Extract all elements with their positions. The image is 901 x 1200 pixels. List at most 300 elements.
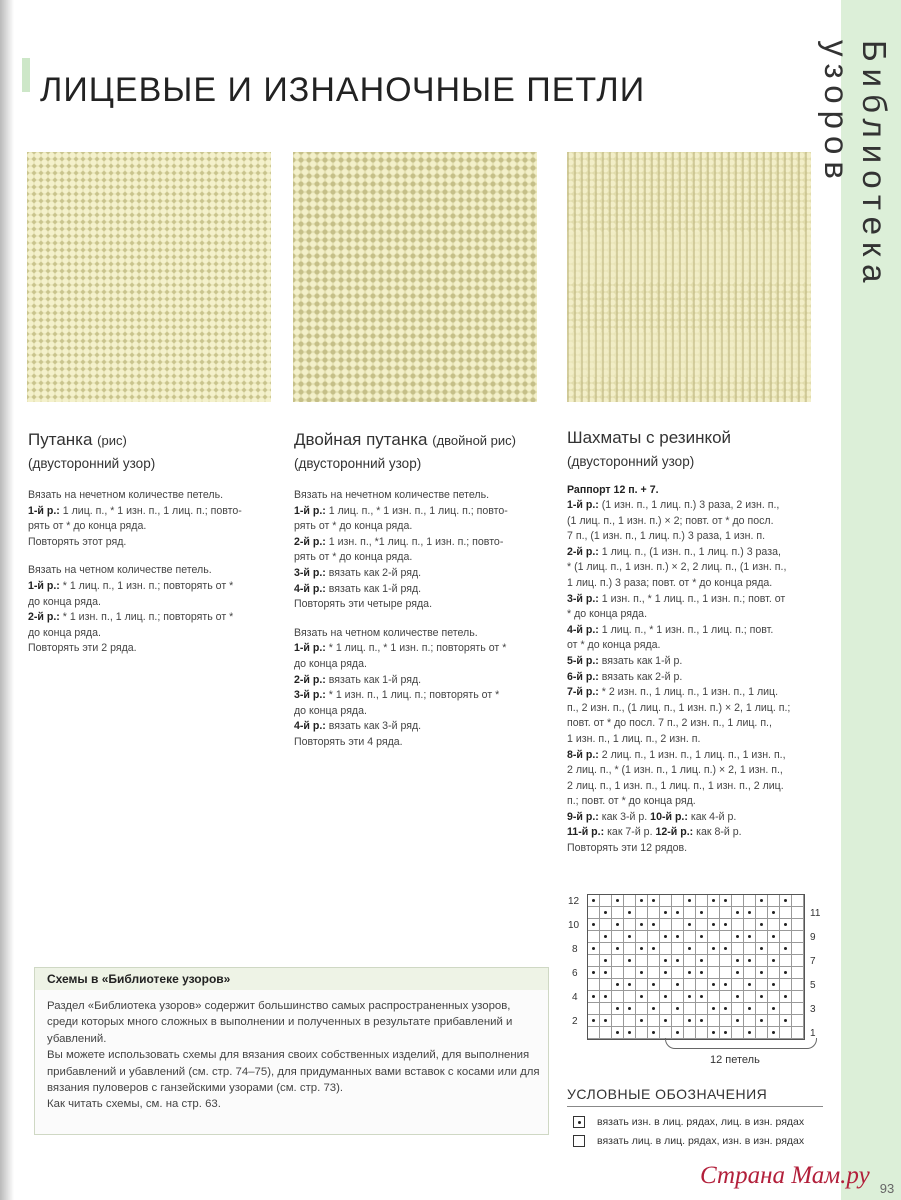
legend-item-knit: [573, 1135, 804, 1147]
chart-cell-purl: [732, 1015, 744, 1027]
chart-cell-knit: [612, 955, 624, 967]
chart-cell-knit: [792, 907, 804, 919]
chart-cell-purl: [660, 967, 672, 979]
chart-cell-knit: [612, 1015, 624, 1027]
chart-cell-purl: [636, 1015, 648, 1027]
chart-row-number: 11: [810, 908, 821, 919]
chart-cell-purl: [612, 979, 624, 991]
instruction-text: 2 лиц. п., 1 изн. п., 1 лиц. п., 1 изн. п., 2 лиц.: [567, 779, 784, 792]
chart-cell-knit: [600, 1003, 612, 1015]
chart-cell-purl: [744, 931, 756, 943]
empty-square-icon: [573, 1135, 585, 1147]
pattern-1-subtitle: (двусторонний узор): [28, 456, 156, 471]
chart-cell-purl: [780, 967, 792, 979]
instruction-text: * (1 лиц. п., 1 изн. п.) × 2, 2 лиц. п., (1 изн. п.,: [567, 561, 787, 574]
instruction-line: [294, 566, 546, 582]
instruction-line: [567, 529, 829, 545]
chart-cell-knit: [744, 1015, 756, 1027]
chart-cell-purl: [588, 967, 600, 979]
instruction-line: [294, 626, 546, 642]
chart-cell-knit: [744, 895, 756, 907]
chart-cell-knit: [732, 919, 744, 931]
instruction-text: * 1 лиц. п., 1 изн. п.; повторять от *: [59, 579, 234, 592]
legend-divider: [567, 1106, 823, 1107]
chart-cell-purl: [648, 1027, 660, 1039]
instruction-text: (1 лиц. п., 1 изн. п.) × 2; повт. от * до посл.: [567, 514, 774, 527]
chart-cell-knit: [588, 1003, 600, 1015]
chart-cell-knit: [720, 931, 732, 943]
instruction-line: [567, 592, 829, 608]
row-label: 1-й р.:: [567, 499, 599, 511]
instruction-text: 1 изн. п., 1 лиц. п., 2 изн. п.: [567, 732, 701, 745]
chart-cell-purl: [708, 919, 720, 931]
chart-cell-purl: [732, 991, 744, 1003]
instruction-text: * 1 изн. п., 1 лиц. п.; повторять от *: [325, 689, 500, 702]
instruction-text: 1 лиц. п.) 3 раза; повт. от * до конца ряда.: [567, 576, 773, 589]
legend-item-knit-text: вязать лиц. в лиц. рядах, изн. в изн. рядах: [597, 1135, 805, 1147]
legend-title: УСЛОВНЫЕ ОБОЗНАЧЕНИЯ: [567, 1086, 768, 1102]
pattern-3-repeat: Раппорт 12 п. + 7.: [567, 484, 659, 496]
chart-cell-knit: [708, 907, 720, 919]
instruction-line: [567, 732, 829, 748]
chart-cell-knit: [744, 919, 756, 931]
swatch-photo-moss-stitch: [27, 152, 271, 402]
chart-cell-knit: [648, 1015, 660, 1027]
instruction-line: [28, 535, 276, 551]
chart-cell-knit: [588, 979, 600, 991]
pattern-2-alt: (двойной рис): [432, 433, 517, 448]
chart-cell-knit: [648, 931, 660, 943]
instruction-text: (1 изн. п., 1 лиц. п.) 3 раза, 2 изн. п.,: [598, 499, 780, 511]
chart-cell-purl: [768, 907, 780, 919]
chart-cell-purl: [600, 967, 612, 979]
chart-cell-knit: [636, 931, 648, 943]
chart-row-number: 12: [568, 896, 580, 907]
row-label: 4-й р.:: [294, 720, 326, 733]
chart-cell-purl: [708, 943, 720, 955]
pattern-2-name: Двойная путанка: [294, 430, 428, 449]
instruction-text: 1 изн. п., *1 лиц. п., 1 изн. п.; повто-: [325, 535, 504, 548]
chart-cell-knit: [648, 967, 660, 979]
chart-cell-purl: [696, 955, 708, 967]
instruction-line: [567, 623, 829, 639]
info-box-title: Схемы в «Библиотеке узоров»: [47, 972, 231, 986]
instruction-line: [567, 560, 829, 576]
paragraph-gap: [28, 550, 276, 563]
legend-item-purl-text: вязать изн. в лиц. рядах, лиц. в изн. рядах: [597, 1116, 805, 1128]
info-box-paragraph: Раздел «Библиотека узоров» содержит большинство самых распространенных узоров, среди которых много сложных в выполнении и полученных в результате прибавлений и убавлений.: [47, 1000, 513, 1045]
chart-cell-purl: [756, 895, 768, 907]
instruction-line: [567, 638, 829, 654]
watermark-suffix: .ру: [840, 1162, 870, 1189]
chart-cell-purl: [696, 967, 708, 979]
chart-cell-purl: [624, 907, 636, 919]
instruction-text: рять от * до конца ряда.: [294, 520, 413, 533]
chart-cell-knit: [636, 1027, 648, 1039]
chart-row-number: 7: [810, 956, 816, 967]
row-label: 11-й р.:: [567, 826, 605, 839]
instruction-text: вязать как 2-й ряд.: [325, 566, 422, 579]
chart-cell-knit: [636, 955, 648, 967]
chart-cell-purl: [588, 991, 600, 1003]
chart-cell-purl: [684, 991, 696, 1003]
chart-cell-purl: [612, 895, 624, 907]
row-label: 8-й р.:: [567, 748, 599, 761]
chart-cell-knit: [660, 979, 672, 991]
chart-cell-knit: [792, 895, 804, 907]
info-box-header: [35, 968, 548, 990]
chart-cell-purl: [636, 895, 648, 907]
chart-cell-purl: [720, 1003, 732, 1015]
chart-cell-purl: [720, 979, 732, 991]
chart-cell-purl: [684, 1015, 696, 1027]
chart-cell-knit: [732, 943, 744, 955]
instruction-text: как 8-й р.: [693, 826, 742, 839]
instruction-text: Вязать на нечетном количестве петель.: [28, 489, 224, 501]
chart-cell-purl: [588, 943, 600, 955]
chart-cell-purl: [684, 895, 696, 907]
chart-cell-knit: [768, 895, 780, 907]
row-label: 10-й р.:: [650, 810, 688, 823]
chart-cell-purl: [660, 991, 672, 1003]
instruction-line: [567, 701, 829, 717]
chart-cell-knit: [744, 943, 756, 955]
instruction-text: Вязать на нечетном количестве петель.: [294, 489, 490, 501]
chart-cell-purl: [708, 979, 720, 991]
chart-cell-knit: [696, 943, 708, 955]
chart-cell-knit: [600, 979, 612, 991]
chart-cell-knit: [780, 907, 792, 919]
instruction-line: [567, 825, 829, 841]
chart-cell-purl: [744, 1003, 756, 1015]
instruction-text: как 7-й р.: [604, 826, 656, 839]
row-label: 2-й р.:: [294, 535, 326, 548]
chart-cell-knit: [672, 895, 684, 907]
chart-cell-purl: [672, 931, 684, 943]
chart-cell-purl: [636, 991, 648, 1003]
chart-cell-purl: [744, 907, 756, 919]
chart-cell-knit: [756, 1003, 768, 1015]
chart-cell-purl: [780, 1015, 792, 1027]
info-box-body: [47, 998, 541, 1113]
instruction-line: [294, 735, 546, 751]
chart-cell-purl: [684, 919, 696, 931]
instruction-text: до конца ряда.: [294, 657, 367, 670]
chart-cell-purl: [684, 943, 696, 955]
chart-cell-purl: [624, 1003, 636, 1015]
chart-cell-purl: [648, 895, 660, 907]
instruction-text: Повторять эти 12 рядов.: [567, 842, 688, 855]
instruction-line: [28, 626, 276, 642]
instruction-line: [567, 685, 829, 701]
instruction-text: 1 лиц. п., (1 изн. п., 1 лиц. п.) 3 раза,: [598, 545, 781, 558]
chart-cell-knit: [756, 979, 768, 991]
instruction-line: [567, 545, 829, 561]
instruction-text: 7 п., (1 изн. п., 1 лиц. п.) 3 раза, 1 изн. п.: [567, 530, 766, 543]
chart-cell-knit: [780, 1003, 792, 1015]
pattern-3-subtitle: (двусторонний узор): [567, 454, 695, 469]
chart-cell-knit: [708, 955, 720, 967]
chart-cell-purl: [648, 943, 660, 955]
chart-cell-knit: [612, 991, 624, 1003]
instruction-line: [28, 563, 276, 579]
chart-cell-purl: [744, 979, 756, 991]
pattern-3-title: [567, 428, 731, 448]
chart-cell-knit: [756, 955, 768, 967]
instruction-text: Вязать на четном количестве петель.: [28, 564, 212, 577]
row-label: 3-й р.:: [294, 689, 326, 702]
chart-cell-purl: [672, 955, 684, 967]
instruction-line: [567, 654, 829, 670]
chart-cell-knit: [600, 943, 612, 955]
chart-cell-purl: [612, 919, 624, 931]
chart-cell-knit: [636, 907, 648, 919]
chart-cell-knit: [672, 967, 684, 979]
chart-cell-knit: [588, 907, 600, 919]
instruction-line: [567, 841, 829, 857]
instruction-line: [28, 519, 276, 535]
chart-cell-purl: [624, 955, 636, 967]
row-label: 2-й р.:: [294, 673, 326, 686]
stitch-chart: [560, 894, 830, 1064]
row-label: 3-й р.:: [294, 566, 326, 579]
row-label: 9-й р.:: [567, 810, 599, 823]
chart-cell-knit: [792, 1015, 804, 1027]
chart-cell-purl: [756, 967, 768, 979]
row-label: 2-й р.:: [28, 611, 60, 624]
chart-cell-purl: [720, 895, 732, 907]
chart-cell-knit: [792, 967, 804, 979]
chart-cell-knit: [696, 1003, 708, 1015]
instruction-line: [294, 550, 546, 566]
chart-cell-purl: [756, 1015, 768, 1027]
site-watermark: [700, 1162, 870, 1190]
instruction-text: 1 изн. п., * 1 лиц. п., 1 изн. п.; повт. от: [598, 592, 786, 605]
row-label: 1-й р.:: [28, 579, 60, 592]
chart-cell-purl: [612, 943, 624, 955]
chart-cell-knit: [672, 991, 684, 1003]
chart-cell-knit: [744, 967, 756, 979]
dot-square-icon: [573, 1116, 585, 1128]
instruction-line: [567, 576, 829, 592]
chart-cell-purl: [612, 1027, 624, 1039]
row-label: 6-й р.:: [567, 670, 599, 683]
chart-cell-knit: [792, 979, 804, 991]
chart-cell-knit: [792, 955, 804, 967]
chart-cell-purl: [600, 955, 612, 967]
instruction-text: 1 лиц. п., * 1 изн. п., 1 лиц. п.; повто-: [325, 504, 508, 517]
instruction-line: [28, 610, 276, 626]
swatch-photo-double-moss-stitch: [293, 152, 537, 402]
pattern-1-alt: (рис): [97, 433, 127, 448]
chart-cell-knit: [696, 979, 708, 991]
chart-cell-purl: [696, 991, 708, 1003]
chart-cell-purl: [708, 1003, 720, 1015]
instruction-line: [567, 794, 829, 810]
chart-cell-knit: [744, 991, 756, 1003]
row-label: 5-й р.:: [567, 654, 599, 667]
instruction-line: [28, 579, 276, 595]
chart-cell-knit: [792, 943, 804, 955]
pattern-3-instructions: [567, 498, 829, 857]
chart-cell-knit: [792, 931, 804, 943]
instruction-line: [294, 673, 546, 689]
instruction-text: 2 лиц. п., * (1 изн. п., 1 лиц. п.) × 2, 1 изн. п.,: [567, 764, 783, 777]
legend-item-purl: [573, 1116, 804, 1128]
instruction-text: от * до конца ряда.: [567, 639, 661, 652]
instruction-text: 1 лиц. п., * 1 изн. п., 1 лиц. п.; повто-: [59, 504, 242, 517]
instruction-line: [294, 504, 546, 520]
chart-cell-purl: [648, 919, 660, 931]
chart-cell-purl: [744, 955, 756, 967]
instruction-line: [28, 641, 276, 657]
instruction-text: Повторять эти 4 ряда.: [294, 735, 403, 748]
swatch-photo-checker-rib: [567, 152, 811, 402]
chart-cell-purl: [684, 967, 696, 979]
chart-cell-purl: [588, 1015, 600, 1027]
instruction-line: [567, 716, 829, 732]
chart-cell-purl: [696, 931, 708, 943]
chart-cell-knit: [672, 919, 684, 931]
chart-cell-purl: [600, 931, 612, 943]
chart-cell-knit: [720, 991, 732, 1003]
info-box-paragraph: Как читать схемы, см. на стр. 63.: [47, 1098, 221, 1111]
instruction-text: 1 лиц. п., * 1 изн. п., 1 лиц. п.; повт.: [598, 623, 774, 636]
instruction-line: [567, 670, 829, 686]
chart-cell-knit: [684, 907, 696, 919]
row-label: 3-й р.:: [567, 592, 599, 605]
page-gutter: [0, 0, 14, 1200]
instruction-line: [567, 763, 829, 779]
chart-cell-purl: [624, 1027, 636, 1039]
chart-cell-knit: [612, 967, 624, 979]
instruction-text: рять от * до конца ряда.: [28, 520, 147, 533]
chart-cell-purl: [768, 955, 780, 967]
title-accent-bar: [22, 58, 30, 92]
instruction-text: до конца ряда.: [294, 704, 367, 717]
chart-cell-purl: [768, 979, 780, 991]
chart-row-number: 6: [572, 968, 578, 979]
chart-cell-knit: [720, 967, 732, 979]
chart-cell-knit: [768, 943, 780, 955]
chart-cell-knit: [624, 967, 636, 979]
instruction-text: повт. от * до посл. 7 п., 2 изн. п., 1 лиц. п.,: [567, 717, 772, 730]
chart-cell-knit: [660, 919, 672, 931]
instruction-line: [294, 641, 546, 657]
chart-cell-knit: [648, 991, 660, 1003]
instruction-line: [294, 488, 546, 504]
instruction-line: [294, 519, 546, 535]
instruction-line: [567, 810, 829, 826]
instruction-text: п.; повт. от * до конца ряд.: [567, 795, 696, 808]
info-box-paragraph: Вы можете использовать схемы для вязания своих собственных изделий, для выполнения прибавлений и убавлений (см. стр. 74–75), для придуманных вами вставок с косами или для вязания пуловеров с ганзейскими узорами (см. стр. 73).: [47, 1049, 540, 1095]
chart-cell-knit: [792, 919, 804, 931]
chart-row-number: 2: [572, 1016, 578, 1027]
chart-cell-purl: [696, 907, 708, 919]
chart-cell-purl: [588, 919, 600, 931]
chart-cell-knit: [600, 895, 612, 907]
chart-cell-purl: [708, 895, 720, 907]
instruction-text: * 2 изн. п., 1 лиц. п., 1 изн. п., 1 лиц.: [598, 686, 779, 699]
chart-cell-knit: [720, 955, 732, 967]
instruction-line: [567, 748, 829, 764]
instruction-text: вязать как 2-й р.: [598, 670, 683, 683]
instruction-line: [294, 582, 546, 598]
chart-cell-knit: [780, 931, 792, 943]
chart-cell-purl: [672, 979, 684, 991]
chart-cell-knit: [624, 895, 636, 907]
chart-cell-purl: [648, 979, 660, 991]
chart-cell-knit: [672, 943, 684, 955]
instruction-text: до конца ряда.: [28, 595, 101, 608]
instruction-line: [294, 688, 546, 704]
row-label: 4-й р.:: [567, 623, 599, 636]
chart-cell-knit: [660, 1003, 672, 1015]
chart-cell-purl: [672, 1003, 684, 1015]
chart-cell-knit: [756, 907, 768, 919]
instruction-text: как 3-й р.: [598, 810, 651, 823]
chart-cell-knit: [696, 895, 708, 907]
chart-cell-knit: [756, 931, 768, 943]
chart-cell-knit: [648, 955, 660, 967]
chart-cell-purl: [660, 931, 672, 943]
chart-cell-knit: [708, 967, 720, 979]
chart-grid: [587, 894, 805, 1040]
chart-cell-knit: [732, 1003, 744, 1015]
chart-cell-knit: [780, 955, 792, 967]
chart-cell-knit: [672, 1015, 684, 1027]
chart-cell-knit: [612, 907, 624, 919]
chart-cell-purl: [648, 1003, 660, 1015]
chart-cell-knit: [588, 1027, 600, 1039]
chart-cell-knit: [624, 943, 636, 955]
chart-cell-purl: [732, 907, 744, 919]
instruction-text: Повторять этот ряд.: [28, 535, 127, 548]
chart-cell-knit: [588, 955, 600, 967]
instruction-text: вязать как 1-й ряд.: [325, 582, 422, 595]
chart-cell-purl: [768, 931, 780, 943]
pattern-3-name: Шахматы с резинкой: [567, 428, 732, 447]
info-box: [34, 967, 549, 1135]
instruction-line: [567, 779, 829, 795]
chart-cell-purl: [720, 919, 732, 931]
chart-cell-purl: [624, 979, 636, 991]
instruction-line: [567, 514, 829, 530]
instruction-line: [294, 597, 546, 613]
chart-cell-knit: [708, 931, 720, 943]
chart-row-number: 10: [568, 920, 580, 931]
instruction-text: 2 лиц. п., 1 изн. п., 1 лиц. п., 1 изн. п.,: [598, 748, 786, 761]
instruction-text: Повторять эти четыре ряда.: [294, 598, 433, 611]
chart-cell-purl: [600, 1015, 612, 1027]
chart-cell-knit: [660, 895, 672, 907]
repeat-brace: [665, 1038, 817, 1049]
chart-cell-purl: [732, 955, 744, 967]
chart-cell-purl: [600, 907, 612, 919]
chart-cell-purl: [660, 1015, 672, 1027]
row-label: 1-й р.:: [28, 504, 60, 517]
chart-row-number: 4: [572, 992, 578, 1003]
chart-cell-purl: [660, 955, 672, 967]
chart-cell-purl: [780, 895, 792, 907]
chart-cell-knit: [720, 1015, 732, 1027]
chart-row-number: 9: [810, 932, 816, 943]
instruction-text: вязать как 3-й ряд.: [325, 720, 422, 733]
chart-cell-knit: [600, 919, 612, 931]
row-label: 12-й р.:: [655, 826, 694, 839]
instruction-text: вязать как 1-й р.: [598, 654, 683, 667]
chart-cell-knit: [768, 967, 780, 979]
